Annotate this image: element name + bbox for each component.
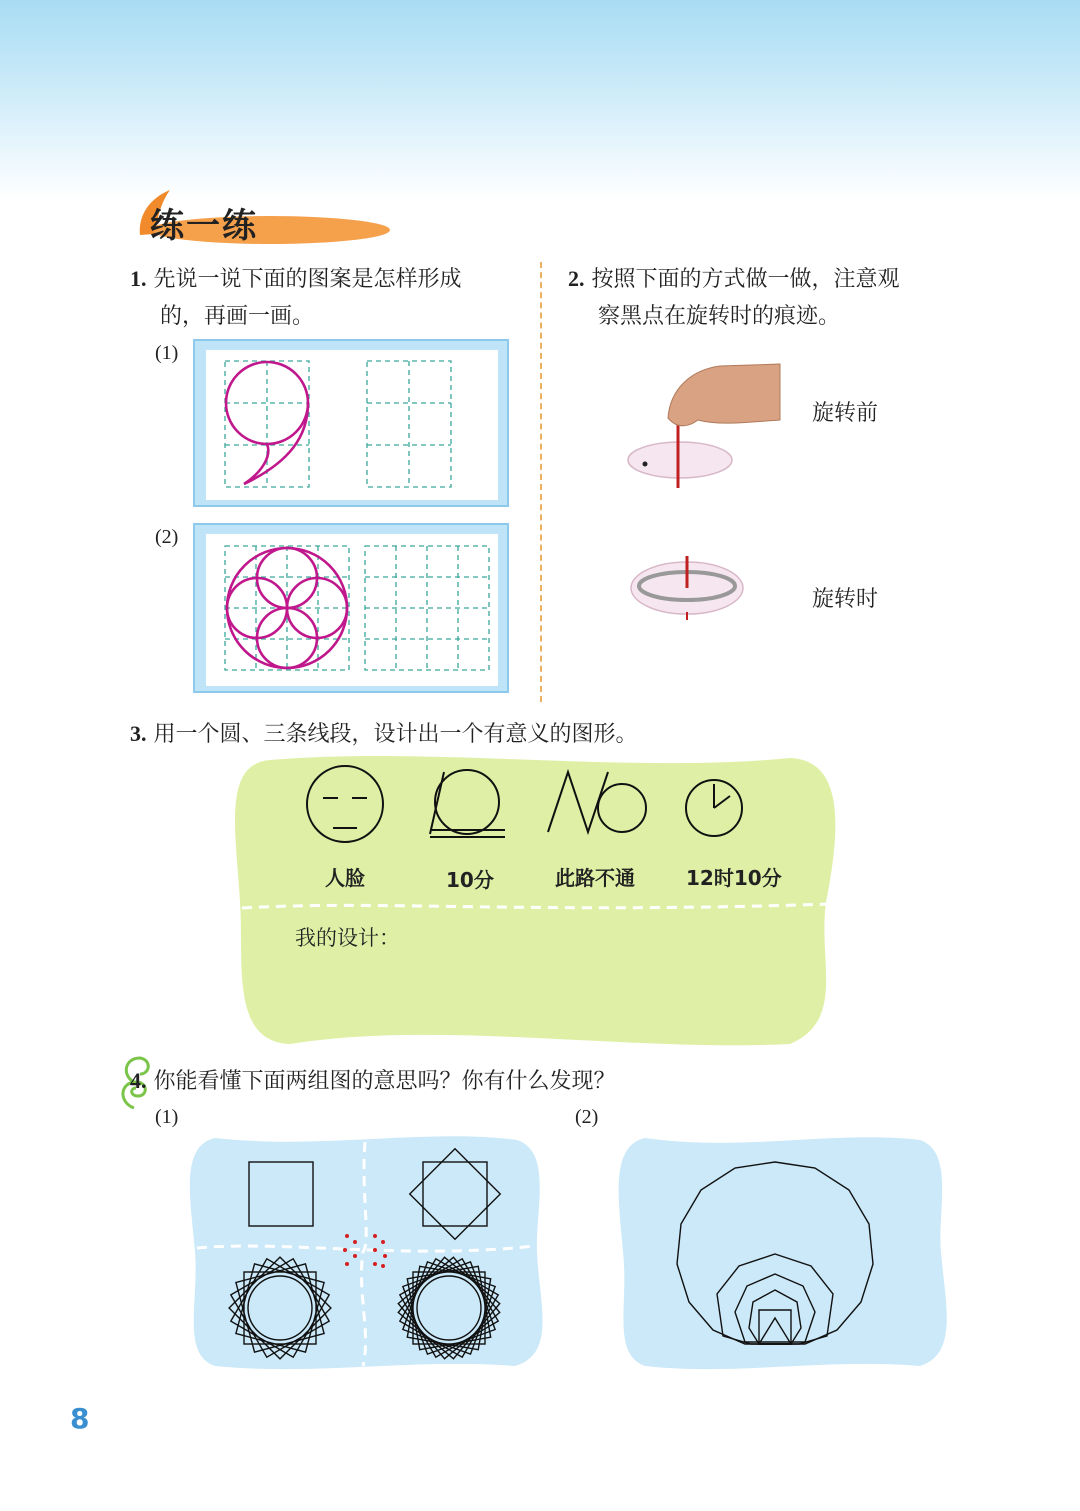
q1-panel-1 <box>192 336 512 508</box>
caption-before: 旋转前 <box>812 401 879 426</box>
q4-panel-2 <box>615 1132 950 1372</box>
q4-text: 你能看懂下面两组图的意思吗？你有什么发现？ <box>153 1069 616 1094</box>
q3-line <box>130 715 638 754</box>
caption-during: 旋转时 <box>812 587 879 612</box>
spinner-during-image <box>625 550 755 625</box>
hand-icon <box>668 364 780 426</box>
example-label-ten-minutes: 10分 <box>446 868 494 892</box>
black-dot <box>643 462 648 467</box>
q3-design-panel <box>230 752 842 1052</box>
header-band <box>0 0 1080 200</box>
q4-sub2: (2) <box>575 1106 599 1128</box>
column-divider <box>540 262 542 702</box>
my-design-label: 我的设计： <box>295 926 400 950</box>
q3-number: 3. <box>130 721 147 746</box>
q2-text-line1: 按照下面的方式做一做，注意观 <box>591 267 900 292</box>
q4-panel-1 <box>185 1132 547 1372</box>
q2-number: 2. <box>568 266 585 291</box>
q1-panel-2 <box>192 520 512 694</box>
example-label-clock: 12时10分 <box>686 866 782 890</box>
q3-text: 用一个圆、三条线段，设计出一个有意义的图形。 <box>153 722 638 747</box>
q4-line <box>130 1062 616 1101</box>
q1-number: 1. <box>130 266 147 291</box>
q1-text-line2: 的，再画一画。 <box>160 304 315 329</box>
q1-sub1: (1) <box>155 342 179 364</box>
page-number: 8 <box>70 1402 90 1435</box>
q2-line1 <box>568 260 900 299</box>
q1-sub2: (2) <box>155 526 179 548</box>
q4-number: 4. <box>130 1068 147 1093</box>
q1-text-line1: 先说一说下面的图案是怎样形成 <box>153 267 462 292</box>
spinner-before-image <box>620 360 790 490</box>
q1-line1 <box>130 260 462 299</box>
q4-sub1: (1) <box>155 1106 179 1128</box>
section-title: 练一练 <box>150 206 258 246</box>
example-label-face: 人脸 <box>325 866 365 890</box>
q2-text-line2: 察黑点在旋转时的痕迹。 <box>598 304 841 329</box>
example-label-no-entry: 此路不通 <box>555 866 635 890</box>
